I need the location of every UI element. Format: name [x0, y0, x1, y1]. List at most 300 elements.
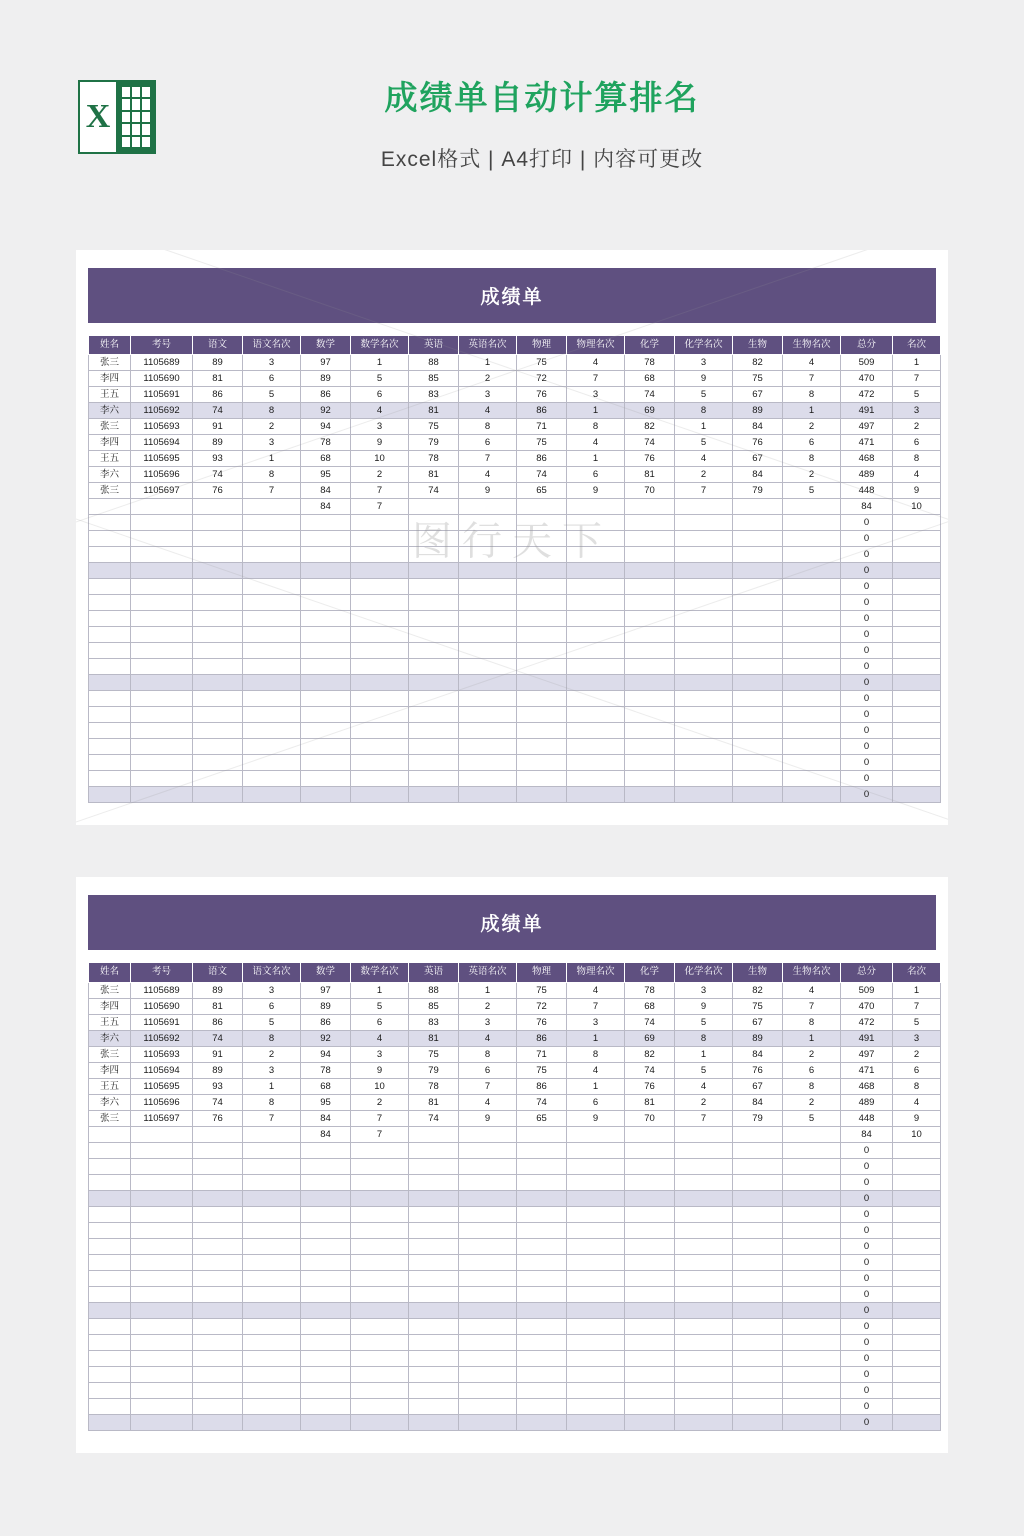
table-cell[interactable]	[517, 787, 567, 803]
table-cell[interactable]: 65	[517, 483, 567, 499]
table-cell[interactable]	[459, 1382, 517, 1398]
table-cell[interactable]: 5	[783, 483, 841, 499]
table-cell[interactable]: 7	[459, 1078, 517, 1094]
table-cell[interactable]	[131, 579, 193, 595]
table-cell[interactable]: 470	[841, 371, 893, 387]
table-cell[interactable]	[675, 1158, 733, 1174]
table-cell[interactable]	[567, 1142, 625, 1158]
table-cell[interactable]	[131, 595, 193, 611]
table-cell[interactable]: 张三	[89, 419, 131, 435]
table-cell[interactable]	[409, 1174, 459, 1190]
table-cell[interactable]: 89	[193, 435, 243, 451]
table-cell[interactable]: 76	[733, 435, 783, 451]
table-cell[interactable]: 489	[841, 467, 893, 483]
table-cell[interactable]	[243, 643, 301, 659]
table-cell[interactable]: 1105691	[131, 1014, 193, 1030]
table-cell[interactable]: 71	[517, 1046, 567, 1062]
table-cell[interactable]	[193, 579, 243, 595]
table-cell[interactable]: 6	[893, 435, 941, 451]
table-cell[interactable]: 3	[459, 387, 517, 403]
table-cell[interactable]	[675, 1350, 733, 1366]
table-cell[interactable]: 4	[351, 403, 409, 419]
table-cell[interactable]	[517, 1302, 567, 1318]
table-cell[interactable]: 84	[733, 467, 783, 483]
table-cell[interactable]: 81	[409, 1094, 459, 1110]
table-cell[interactable]: 67	[733, 387, 783, 403]
table-cell[interactable]: 1105693	[131, 1046, 193, 1062]
table-cell[interactable]	[459, 771, 517, 787]
table-cell[interactable]	[517, 1270, 567, 1286]
table-cell[interactable]: 0	[841, 771, 893, 787]
table-cell[interactable]	[131, 1302, 193, 1318]
table-cell[interactable]: 10	[351, 1078, 409, 1094]
table-cell[interactable]: 72	[517, 998, 567, 1014]
table-cell[interactable]	[351, 547, 409, 563]
table-cell[interactable]: 491	[841, 1030, 893, 1046]
table-cell[interactable]: 5	[675, 387, 733, 403]
table-cell[interactable]	[409, 755, 459, 771]
table-cell[interactable]	[131, 787, 193, 803]
table-cell[interactable]	[733, 723, 783, 739]
table-row[interactable]	[89, 403, 941, 419]
table-cell[interactable]: 1105696	[131, 467, 193, 483]
table-cell[interactable]	[409, 739, 459, 755]
table-cell[interactable]: 6	[351, 1014, 409, 1030]
table-cell[interactable]	[783, 1174, 841, 1190]
table-cell[interactable]	[517, 1350, 567, 1366]
table-cell[interactable]	[131, 1398, 193, 1414]
table-cell[interactable]	[567, 1158, 625, 1174]
table-cell[interactable]	[193, 611, 243, 627]
table-cell[interactable]: 85	[409, 371, 459, 387]
table-cell[interactable]	[675, 1222, 733, 1238]
table-cell[interactable]	[567, 499, 625, 515]
table-cell[interactable]	[893, 1318, 941, 1334]
table-cell[interactable]: 6	[459, 435, 517, 451]
table-cell[interactable]: 7	[459, 451, 517, 467]
table-cell[interactable]	[89, 771, 131, 787]
table-cell[interactable]	[351, 1350, 409, 1366]
table-cell[interactable]: 81	[193, 371, 243, 387]
table-cell[interactable]: 李四	[89, 435, 131, 451]
table-cell[interactable]: 497	[841, 1046, 893, 1062]
table-cell[interactable]	[301, 1366, 351, 1382]
table-cell[interactable]	[893, 691, 941, 707]
table-cell[interactable]: 67	[733, 451, 783, 467]
table-cell[interactable]	[89, 1270, 131, 1286]
table-cell[interactable]	[733, 1206, 783, 1222]
table-cell[interactable]	[351, 1222, 409, 1238]
table-cell[interactable]: 92	[301, 1030, 351, 1046]
table-row[interactable]	[89, 1222, 941, 1238]
table-cell[interactable]	[459, 515, 517, 531]
table-cell[interactable]	[733, 755, 783, 771]
table-row[interactable]	[89, 627, 941, 643]
table-cell[interactable]: 7	[783, 371, 841, 387]
table-cell[interactable]: 1105691	[131, 387, 193, 403]
table-cell[interactable]	[243, 1190, 301, 1206]
table-cell[interactable]: 4	[567, 1062, 625, 1078]
table-cell[interactable]	[733, 563, 783, 579]
table-cell[interactable]	[193, 595, 243, 611]
table-cell[interactable]	[301, 707, 351, 723]
table-cell[interactable]: 李六	[89, 467, 131, 483]
table-cell[interactable]	[893, 707, 941, 723]
table-cell[interactable]	[783, 547, 841, 563]
table-cell[interactable]: 李四	[89, 998, 131, 1014]
table-cell[interactable]: 0	[841, 1190, 893, 1206]
table-cell[interactable]	[351, 1366, 409, 1382]
table-cell[interactable]: 8	[675, 403, 733, 419]
table-cell[interactable]	[89, 1334, 131, 1350]
table-cell[interactable]	[409, 643, 459, 659]
table-cell[interactable]: 4	[459, 467, 517, 483]
table-cell[interactable]: 0	[841, 1222, 893, 1238]
table-cell[interactable]: 李六	[89, 1030, 131, 1046]
table-cell[interactable]	[459, 1414, 517, 1430]
table-cell[interactable]	[893, 611, 941, 627]
table-row[interactable]	[89, 1414, 941, 1430]
table-cell[interactable]	[517, 755, 567, 771]
table-cell[interactable]	[243, 563, 301, 579]
table-cell[interactable]	[131, 1350, 193, 1366]
table-cell[interactable]	[89, 1254, 131, 1270]
table-cell[interactable]: 李六	[89, 1094, 131, 1110]
table-cell[interactable]	[625, 1126, 675, 1142]
table-cell[interactable]	[193, 1238, 243, 1254]
table-cell[interactable]	[89, 1302, 131, 1318]
table-cell[interactable]	[301, 579, 351, 595]
table-row[interactable]	[89, 643, 941, 659]
table-cell[interactable]: 0	[841, 1318, 893, 1334]
table-row[interactable]	[89, 675, 941, 691]
table-row[interactable]	[89, 998, 941, 1014]
table-cell[interactable]: 84	[841, 499, 893, 515]
table-cell[interactable]: 0	[841, 707, 893, 723]
table-cell[interactable]	[893, 675, 941, 691]
table-cell[interactable]	[301, 547, 351, 563]
table-cell[interactable]	[893, 739, 941, 755]
table-cell[interactable]	[625, 787, 675, 803]
table-cell[interactable]	[459, 787, 517, 803]
table-cell[interactable]	[733, 707, 783, 723]
table-cell[interactable]	[351, 1398, 409, 1414]
table-cell[interactable]	[733, 1238, 783, 1254]
table-cell[interactable]	[243, 627, 301, 643]
table-cell[interactable]	[625, 499, 675, 515]
table-cell[interactable]	[459, 1302, 517, 1318]
table-cell[interactable]	[243, 1238, 301, 1254]
table-row[interactable]	[89, 1286, 941, 1302]
table-cell[interactable]	[733, 1334, 783, 1350]
table-cell[interactable]: 94	[301, 419, 351, 435]
table-cell[interactable]: 75	[409, 1046, 459, 1062]
table-cell[interactable]: 94	[301, 1046, 351, 1062]
table-cell[interactable]	[301, 1142, 351, 1158]
table-cell[interactable]	[893, 771, 941, 787]
table-cell[interactable]: 张三	[89, 982, 131, 998]
table-row[interactable]	[89, 563, 941, 579]
table-cell[interactable]	[131, 675, 193, 691]
table-cell[interactable]	[675, 707, 733, 723]
table-cell[interactable]	[193, 1174, 243, 1190]
table-cell[interactable]	[517, 1238, 567, 1254]
table-cell[interactable]	[733, 531, 783, 547]
table-cell[interactable]: 5	[675, 1062, 733, 1078]
table-cell[interactable]: 93	[193, 451, 243, 467]
table-cell[interactable]	[243, 787, 301, 803]
table-cell[interactable]: 84	[301, 483, 351, 499]
table-cell[interactable]	[893, 1398, 941, 1414]
table-cell[interactable]	[517, 1318, 567, 1334]
table-cell[interactable]	[783, 1142, 841, 1158]
table-cell[interactable]: 91	[193, 419, 243, 435]
table-cell[interactable]	[131, 1126, 193, 1142]
table-cell[interactable]	[409, 659, 459, 675]
table-cell[interactable]: 97	[301, 982, 351, 998]
table-cell[interactable]: 74	[193, 1030, 243, 1046]
table-cell[interactable]: 2	[459, 998, 517, 1014]
table-cell[interactable]: 1105690	[131, 371, 193, 387]
table-cell[interactable]: 5	[893, 1014, 941, 1030]
table-cell[interactable]	[675, 1254, 733, 1270]
table-cell[interactable]	[351, 723, 409, 739]
table-row[interactable]	[89, 515, 941, 531]
table-cell[interactable]	[131, 1286, 193, 1302]
table-cell[interactable]	[351, 1414, 409, 1430]
table-cell[interactable]	[893, 547, 941, 563]
table-cell[interactable]: 1105689	[131, 355, 193, 371]
table-cell[interactable]	[625, 739, 675, 755]
table-cell[interactable]: 5	[675, 435, 733, 451]
table-cell[interactable]	[351, 691, 409, 707]
table-cell[interactable]	[675, 1318, 733, 1334]
table-cell[interactable]: 3	[675, 355, 733, 371]
table-cell[interactable]: 9	[459, 1110, 517, 1126]
table-cell[interactable]	[567, 579, 625, 595]
table-cell[interactable]	[783, 1414, 841, 1430]
table-cell[interactable]	[131, 771, 193, 787]
table-row[interactable]	[89, 483, 941, 499]
table-row[interactable]	[89, 595, 941, 611]
table-cell[interactable]	[733, 1414, 783, 1430]
table-cell[interactable]: 1	[893, 982, 941, 998]
table-cell[interactable]	[89, 1206, 131, 1222]
table-cell[interactable]	[243, 1126, 301, 1142]
table-cell[interactable]: 84	[301, 1110, 351, 1126]
table-cell[interactable]	[733, 579, 783, 595]
table-cell[interactable]	[193, 1318, 243, 1334]
table-cell[interactable]	[193, 755, 243, 771]
table-cell[interactable]	[459, 643, 517, 659]
table-cell[interactable]	[625, 1270, 675, 1286]
table-cell[interactable]	[131, 1270, 193, 1286]
table-cell[interactable]	[675, 627, 733, 643]
table-cell[interactable]: 89	[301, 371, 351, 387]
table-cell[interactable]	[131, 563, 193, 579]
table-cell[interactable]	[243, 707, 301, 723]
table-cell[interactable]	[301, 515, 351, 531]
table-cell[interactable]	[351, 1254, 409, 1270]
table-row[interactable]	[89, 1302, 941, 1318]
table-cell[interactable]	[733, 1126, 783, 1142]
table-cell[interactable]: 9	[567, 1110, 625, 1126]
table-cell[interactable]	[301, 1414, 351, 1430]
table-cell[interactable]	[131, 1190, 193, 1206]
table-cell[interactable]	[893, 1190, 941, 1206]
table-row[interactable]	[89, 1238, 941, 1254]
table-cell[interactable]	[783, 691, 841, 707]
table-cell[interactable]	[567, 1190, 625, 1206]
table-cell[interactable]	[625, 1238, 675, 1254]
table-cell[interactable]	[675, 1286, 733, 1302]
table-cell[interactable]	[675, 1302, 733, 1318]
table-cell[interactable]	[409, 1126, 459, 1142]
table-cell[interactable]: 2	[675, 1094, 733, 1110]
table-cell[interactable]: 0	[841, 643, 893, 659]
table-cell[interactable]	[893, 1238, 941, 1254]
table-cell[interactable]	[193, 1158, 243, 1174]
table-cell[interactable]: 4	[675, 1078, 733, 1094]
table-cell[interactable]	[893, 1254, 941, 1270]
table-cell[interactable]: 86	[517, 1030, 567, 1046]
table-cell[interactable]: 5	[675, 1014, 733, 1030]
table-row[interactable]	[89, 371, 941, 387]
table-cell[interactable]: 2	[243, 1046, 301, 1062]
table-cell[interactable]	[893, 643, 941, 659]
table-cell[interactable]	[301, 1238, 351, 1254]
table-cell[interactable]	[459, 579, 517, 595]
table-cell[interactable]	[733, 739, 783, 755]
table-cell[interactable]	[409, 1142, 459, 1158]
table-row[interactable]	[89, 451, 941, 467]
table-cell[interactable]: 89	[733, 403, 783, 419]
table-cell[interactable]: 8	[243, 467, 301, 483]
table-row[interactable]	[89, 691, 941, 707]
table-cell[interactable]: 1105689	[131, 982, 193, 998]
table-cell[interactable]	[89, 1238, 131, 1254]
table-cell[interactable]: 6	[567, 1094, 625, 1110]
table-cell[interactable]: 75	[517, 355, 567, 371]
table-cell[interactable]	[733, 547, 783, 563]
table-cell[interactable]: 4	[567, 355, 625, 371]
table-cell[interactable]	[243, 515, 301, 531]
table-cell[interactable]: 89	[733, 1030, 783, 1046]
table-cell[interactable]	[409, 1158, 459, 1174]
table-cell[interactable]	[625, 1174, 675, 1190]
table-cell[interactable]: 7	[243, 1110, 301, 1126]
table-cell[interactable]	[517, 1190, 567, 1206]
table-cell[interactable]: 3	[351, 419, 409, 435]
table-cell[interactable]: 3	[893, 403, 941, 419]
table-cell[interactable]: 0	[841, 531, 893, 547]
table-cell[interactable]	[131, 611, 193, 627]
table-cell[interactable]	[459, 627, 517, 643]
table-cell[interactable]	[193, 1190, 243, 1206]
table-cell[interactable]	[89, 1286, 131, 1302]
table-cell[interactable]	[733, 1350, 783, 1366]
table-cell[interactable]	[409, 675, 459, 691]
table-cell[interactable]	[89, 531, 131, 547]
table-cell[interactable]	[567, 1270, 625, 1286]
table-cell[interactable]: 1105697	[131, 483, 193, 499]
table-cell[interactable]	[567, 1206, 625, 1222]
table-cell[interactable]	[893, 627, 941, 643]
table-cell[interactable]: 8	[893, 1078, 941, 1094]
table-cell[interactable]	[193, 1286, 243, 1302]
table-cell[interactable]	[675, 1270, 733, 1286]
table-cell[interactable]: 0	[841, 1334, 893, 1350]
table-cell[interactable]	[89, 1382, 131, 1398]
table-cell[interactable]: 88	[409, 982, 459, 998]
table-cell[interactable]	[301, 659, 351, 675]
table-cell[interactable]: 0	[841, 1382, 893, 1398]
table-cell[interactable]	[459, 1318, 517, 1334]
table-cell[interactable]: 9	[351, 435, 409, 451]
table-cell[interactable]: 6	[459, 1062, 517, 1078]
table-cell[interactable]	[131, 627, 193, 643]
table-cell[interactable]: 76	[733, 1062, 783, 1078]
table-cell[interactable]	[131, 1238, 193, 1254]
table-cell[interactable]: 6	[351, 387, 409, 403]
table-cell[interactable]	[459, 611, 517, 627]
table-cell[interactable]	[675, 611, 733, 627]
table-cell[interactable]	[893, 1334, 941, 1350]
table-cell[interactable]	[459, 659, 517, 675]
table-cell[interactable]	[409, 515, 459, 531]
table-cell[interactable]: 0	[841, 1174, 893, 1190]
table-cell[interactable]	[131, 755, 193, 771]
table-row[interactable]	[89, 1062, 941, 1078]
table-cell[interactable]: 76	[193, 1110, 243, 1126]
table-cell[interactable]	[733, 659, 783, 675]
table-cell[interactable]	[675, 755, 733, 771]
table-cell[interactable]: 8	[893, 451, 941, 467]
table-cell[interactable]	[243, 611, 301, 627]
table-cell[interactable]	[193, 563, 243, 579]
table-cell[interactable]: 491	[841, 403, 893, 419]
table-cell[interactable]: 0	[841, 1414, 893, 1430]
table-cell[interactable]	[409, 595, 459, 611]
table-cell[interactable]	[625, 691, 675, 707]
table-cell[interactable]	[409, 1238, 459, 1254]
table-cell[interactable]	[193, 1126, 243, 1142]
table-cell[interactable]	[193, 627, 243, 643]
table-cell[interactable]	[193, 547, 243, 563]
table-cell[interactable]: 84	[733, 419, 783, 435]
table-cell[interactable]	[733, 515, 783, 531]
table-cell[interactable]	[243, 1158, 301, 1174]
table-cell[interactable]: 3	[243, 355, 301, 371]
table-cell[interactable]: 3	[567, 387, 625, 403]
table-cell[interactable]: 86	[193, 387, 243, 403]
table-cell[interactable]: 1	[893, 355, 941, 371]
table-cell[interactable]	[733, 1174, 783, 1190]
table-cell[interactable]	[783, 1190, 841, 1206]
table-cell[interactable]	[675, 1414, 733, 1430]
table-cell[interactable]: 张三	[89, 355, 131, 371]
table-cell[interactable]	[783, 627, 841, 643]
table-cell[interactable]	[409, 547, 459, 563]
table-cell[interactable]: 75	[517, 982, 567, 998]
table-cell[interactable]	[89, 579, 131, 595]
table-cell[interactable]	[625, 1190, 675, 1206]
table-cell[interactable]: 83	[409, 1014, 459, 1030]
table-cell[interactable]: 86	[301, 1014, 351, 1030]
table-cell[interactable]	[409, 1318, 459, 1334]
table-cell[interactable]: 78	[301, 1062, 351, 1078]
table-cell[interactable]: 86	[193, 1014, 243, 1030]
